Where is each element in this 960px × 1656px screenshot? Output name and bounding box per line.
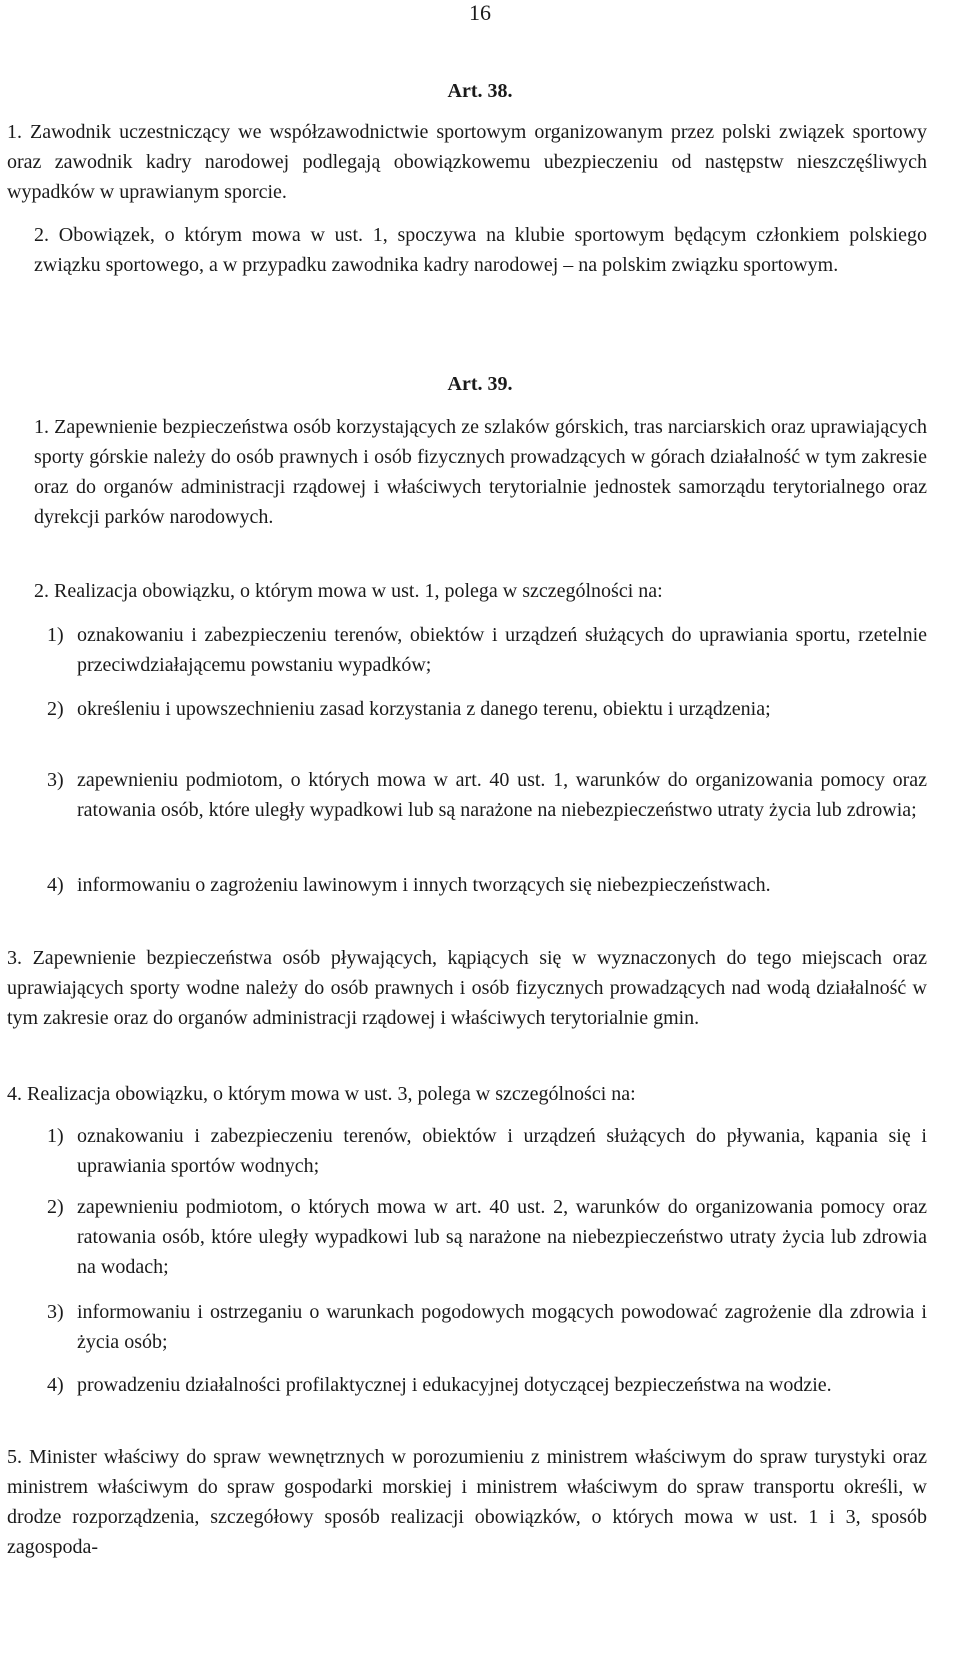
list-point [47,694,927,724]
point-text: prowadzeniu działalności profilaktycznej i edukacyjnej dotyczącej bezpieczeństwa na wodzie. [77,1374,832,1396]
point-number: 4) [47,874,64,896]
paragraph-number: 3. [7,947,22,969]
point-number: 3) [47,1301,64,1323]
paragraph [34,576,927,606]
point-text: oznakowaniu i zabezpieczeniu terenów, obiektów i urządzeń służących do uprawiania sportu, rzetelnie przeciwdziałającemu powstaniu wypadków; [77,624,927,676]
point-text: informowaniu i ostrzeganiu o warunkach pogodowych mogących powodować zagrożenie dla zdrowia i życia osób; [77,1301,927,1353]
point-number: 3) [47,769,64,791]
paragraph-number: 2. [34,224,49,246]
paragraph [7,117,927,207]
page-number: 16 [469,0,491,25]
paragraph [7,1442,927,1562]
list-point [47,1192,927,1282]
point-number: 1) [47,1125,64,1147]
point-number: 2) [47,1196,64,1218]
point-text: oznakowaniu i zabezpieczeniu terenów, obiektów i urządzeń służących do pływania, kąpania się i uprawiania sportów wodnych; [77,1125,927,1177]
list-point [47,620,927,680]
article-heading: Art. 39. [447,373,513,395]
point-number: 4) [47,1374,64,1396]
paragraph-number: 5. [7,1446,22,1468]
point-text: informowaniu o zagrożeniu lawinowym i innych tworzących się niebezpieczeństwach. [77,874,771,896]
paragraph-number: 1. [34,416,49,438]
paragraph [7,943,927,1033]
paragraph-number: 1. [7,121,22,143]
list-point [47,765,927,825]
paragraph-text: Realizacja obowiązku, o którym mowa w ust. 3, polega w szczególności na: [27,1083,636,1105]
list-point [47,1121,927,1181]
paragraph-number: 4. [7,1083,22,1105]
paragraph-text: Zawodnik uczestniczący we współzawodnictwie sportowym organizowanym przez polski związek sportowy oraz zawodnik kadry narodowej podlegają obowiązkowemu ubezpieczeniu od następstw nieszczęśliwych wypadków w uprawianym sporcie. [7,121,928,203]
point-text: określeniu i upowszechnieniu zasad korzystania z danego terenu, obiektu i urządzenia; [77,698,771,720]
paragraph-text: Obowiązek, o którym mowa w ust. 1, spoczywa na klubie sportowym będącym członkiem polskiego związku sportowego, a w przypadku zawodnika kadry narodowej – na polskim związku sportowym. [34,224,927,276]
paragraph [34,220,927,280]
paragraph [7,1079,927,1109]
point-text: zapewnieniu podmiotom, o których mowa w art. 40 ust. 2, warunków do organizowania pomocy oraz ratowania osób, które uległy wypadkowi lub są narażone na niebezpieczeństwo utraty życia lub zdrowia na wodach; [77,1196,927,1278]
paragraph-text: Minister właściwy do spraw wewnętrznych w porozumieniu z ministrem właściwym do spraw turystyki oraz ministrem właściwym do spraw gospodarki morskiej i ministrem właściwym do spraw transportu określi, w drodze rozporządzenia, szczegółowy sposób realizacji obowiązków, o których mowa w ust. 1 i 3, sposób zagospoda- [7,1446,928,1558]
article-heading: Art. 38. [447,80,513,102]
point-text: zapewnieniu podmiotom, o których mowa w art. 40 ust. 1, warunków do organizowania pomocy oraz ratowania osób, które uległy wypadkowi lub są narażone na niebezpieczeństwo utraty życia lub zdrowia; [77,769,927,821]
point-number: 2) [47,698,64,720]
paragraph-text: Realizacja obowiązku, o którym mowa w ust. 1, polega w szczególności na: [54,580,663,602]
paragraph [34,412,927,532]
list-point [47,1297,927,1357]
point-number: 1) [47,624,64,646]
paragraph-text: Zapewnienie bezpieczeństwa osób korzystających ze szlaków górskich, tras narciarskich oraz uprawiających sporty górskie należy do osób prawnych i osób fizycznych prowadzących w górach działalność w tym zakresie oraz do organów administracji rządowej i właściwych terytorialnie jednostek samorządu terytorialnego oraz dyrekcji parków narodowych. [34,416,927,528]
list-point [47,1370,927,1400]
paragraph-text: Zapewnienie bezpieczeństwa osób pływających, kąpiących się w wyznaczonych do tego miejscach oraz uprawiających sporty wodne należy do osób prawnych i osób fizycznych prowadzących nad wodą działalność w tym zakresie oraz do organów administracji rządowej i właściwych terytorialnie gmin. [7,947,928,1029]
list-point [47,870,927,900]
paragraph-number: 2. [34,580,49,602]
